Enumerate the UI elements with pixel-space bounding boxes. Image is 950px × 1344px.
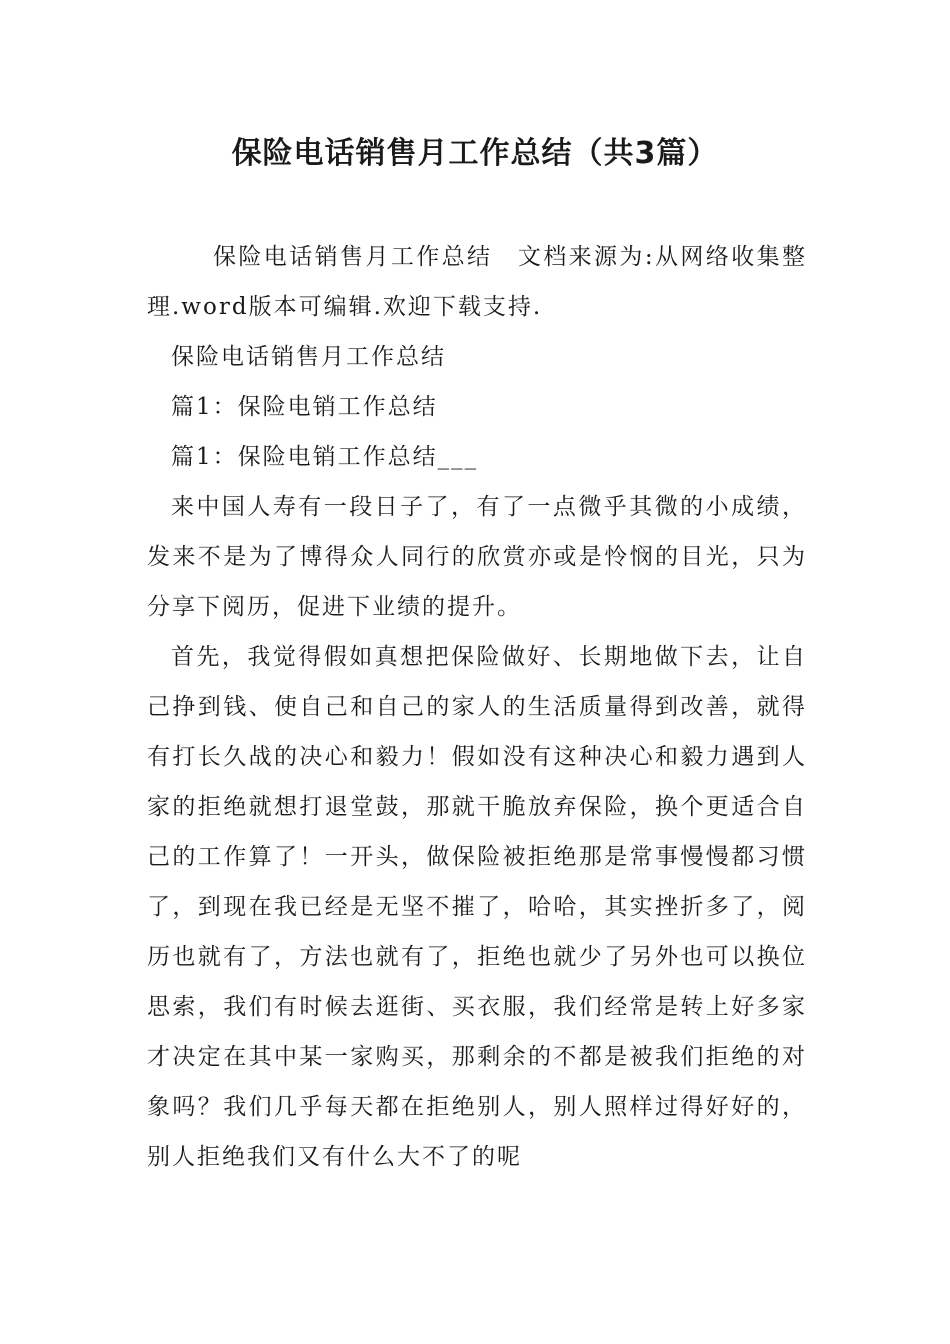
source-note-paragraph: 保险电话销售月工作总结 文档来源为:从网络收集整理.word版本可编辑.欢迎下载支持. — [147, 244, 807, 320]
subtitle-paragraph: 保险电话销售月工作总结 — [171, 344, 446, 370]
chapter-heading-repeat: 篇1：保险电销工作总结___ — [171, 444, 479, 470]
body-paragraph: 首先，我觉得假如真想把保险做好、长期地做下去，让自己挣到钱、使自己和自己的家人的生活质量得到改善，就得有打长久战的决心和毅力！假如没有这种决心和毅力遇到人家的拒绝就想打退堂鼓，那就干脆放弃保险，换个更适合自己的工作算了！一开头，做保险被拒绝那是常事慢慢都习惯了，到现在我已经是无坚不摧了，哈哈，其实挫折多了，阅历也就有了，方法也就有了，拒绝也就少了另外也可以换位思索，我们有时候去逛街、买衣服，我们经常是转上好多家才决定在其中某一家购买，那剩余的不都是被我们拒绝的对象吗？我们几乎每天都在拒绝别人，别人照样过得好好的，别人拒绝我们又有什么大不了的呢 — [147, 644, 807, 1170]
document-title: 保险电话销售月工作总结（共3篇） — [231, 136, 719, 171]
intro-paragraph: 来中国人寿有一段日子了，有了一点微乎其微的小成绩，发来不是为了博得众人同行的欣赏亦或是怜悯的目光，只为分享下阅历，促进下业绩的提升。 — [147, 494, 807, 620]
chapter-heading: 篇1：保险电销工作总结 — [171, 394, 438, 420]
document-body — [147, 232, 807, 1182]
